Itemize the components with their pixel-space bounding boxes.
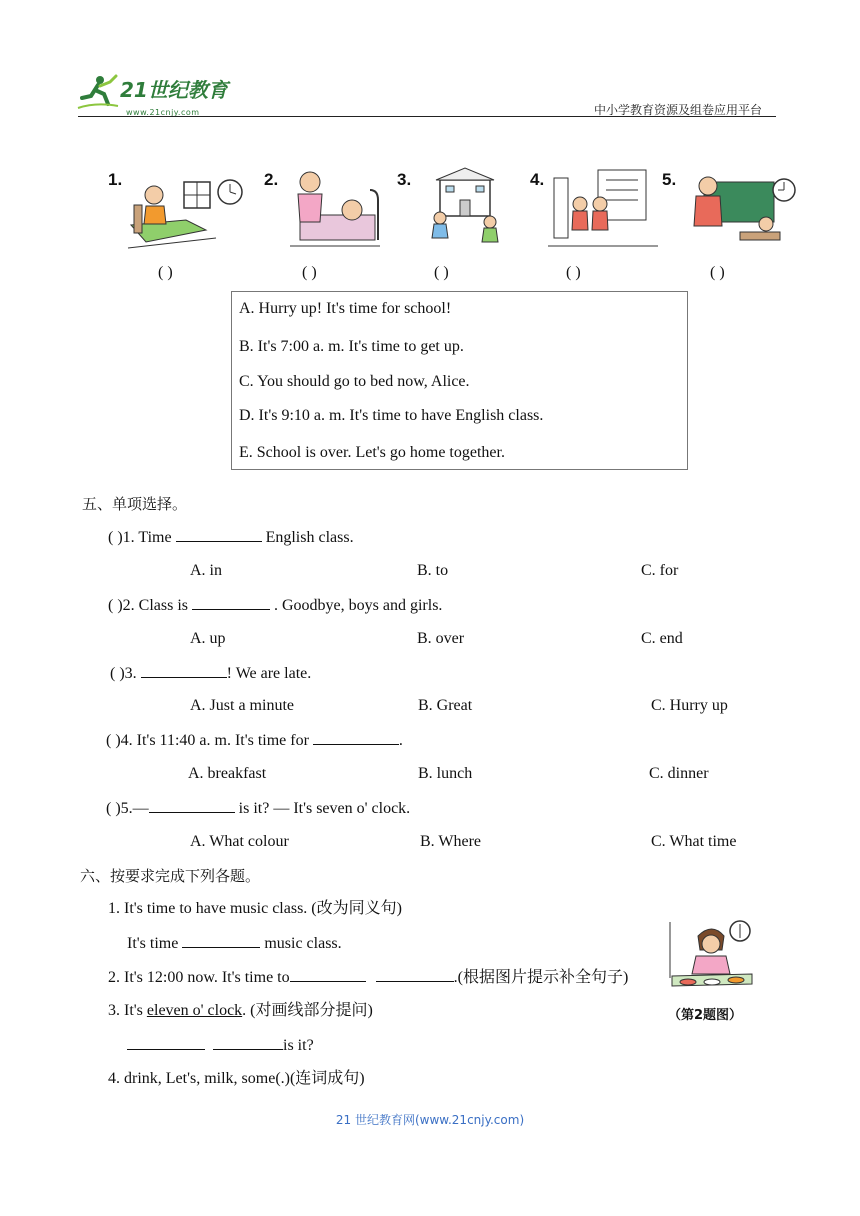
task-3-hint: . (对画线部分提问) [242,1002,373,1019]
runner-logo-icon [76,74,120,112]
question-2-stem: ( )2. Class is [108,597,192,614]
q3-choice-b[interactable]: B. Great [418,697,473,714]
answer-blank-5[interactable]: ( ) [710,264,725,281]
english-class-illustration [680,160,798,250]
task-1-answer-start: It's time [127,935,183,952]
task-3-blank-2[interactable] [213,1035,283,1050]
task-2 [108,967,628,988]
section6-title: 六、按要求完成下列各题。 [80,867,261,885]
picture-number-1: 1. [108,170,123,189]
option-d: D. It's 9:10 a. m. It's time to have English class. [239,407,544,424]
q1-choice-a[interactable]: A. in [190,562,222,579]
task-3 [108,1001,373,1021]
answer-blank-4[interactable]: ( ) [566,264,581,281]
logo-url: www.21cnjy.com [126,108,200,117]
option-e: E. School is over. Let's go home together. [239,444,505,461]
picture-number-2: 2. [264,170,279,189]
task-2-stem: 2. It's 12:00 now. It's time to [108,969,290,986]
question-1-blank[interactable] [176,527,262,542]
q1-choice-b[interactable]: B. to [417,562,449,579]
question-4-blank[interactable] [313,730,399,745]
task-3-answer-end: is it? [283,1037,314,1054]
q3-choice-c[interactable]: C. Hurry up [651,697,728,714]
option-b: B. It's 7:00 a. m. It's time to get up. [239,338,464,355]
question-3-blank[interactable] [141,663,227,678]
question-1-stem: ( )1. Time [108,529,176,546]
question-3-stem: ( )3. [110,665,141,682]
task-3-blank-1[interactable] [127,1035,205,1050]
q2-choice-c[interactable]: C. end [641,630,683,647]
going-to-school-illustration [410,160,528,250]
task-1-blank[interactable] [182,933,260,948]
question-1-tail: English class. [261,529,354,546]
figure-caption: （第2题图） [668,1008,743,1023]
question-3 [110,663,311,684]
question-2-blank[interactable] [192,595,270,610]
task-1-answer [127,933,342,954]
bedtime-illustration [280,160,398,250]
question-2-tail: . Goodbye, boys and girls. [270,597,443,614]
getting-up-illustration [126,160,244,250]
question-4-tail: . [398,732,403,749]
task-3-answer [127,1035,314,1056]
task-1: 1. It's time to have music class. (改为同义句) [108,900,402,917]
logo [76,74,120,112]
lunch-illustration [666,918,756,1004]
q2-choice-b[interactable]: B. over [417,630,465,647]
q4-choice-a[interactable]: A. breakfast [188,765,267,782]
question-3-tail: ! We are late. [226,665,312,682]
task-2-hint: .(根据图片提示补全句子) [453,969,629,986]
question-2 [108,595,442,616]
question-4-stem: ( )4. It's 11:40 a. m. It's time for [106,732,313,749]
q4-choice-c[interactable]: C. dinner [649,765,709,782]
question-1 [108,527,354,548]
logo-text: 21世纪教育 [120,78,228,102]
answer-blank-3[interactable]: ( ) [434,264,449,281]
platform-label: 中小学教育资源及组卷应用平台 [594,103,763,117]
task-4: 4. drink, Let's, milk, some(.)(连词成句) [108,1070,365,1087]
header-divider [78,116,776,117]
task-3-stem: 3. It's [108,1002,147,1019]
option-a: A. Hurry up! It's time for school! [239,300,452,317]
option-c: C. You should go to bed now, Alice. [239,373,470,390]
answer-blank-1[interactable]: ( ) [158,264,173,281]
q1-choice-c[interactable]: C. for [641,562,679,579]
question-5-stem: ( )5.— [106,800,149,817]
answer-blank-2[interactable]: ( ) [302,264,317,281]
picture-number-4: 4. [530,170,545,189]
task-1-answer-end: music class. [260,935,342,952]
q3-choice-a[interactable]: A. Just a minute [190,697,294,714]
q4-choice-b[interactable]: B. lunch [418,765,473,782]
picture-number-5: 5. [662,170,677,189]
question-5-blank[interactable] [149,798,235,813]
task-2-blank-1[interactable] [290,967,366,982]
task-3-underlined: eleven o' clock [146,1002,243,1019]
q2-choice-a[interactable]: A. up [190,630,226,647]
task-2-blank-2[interactable] [376,967,454,982]
section5-title: 五、单项选择。 [82,495,188,513]
question-5 [106,798,410,819]
question-4 [106,730,403,751]
q5-choice-b[interactable]: B. Where [420,833,482,850]
question-5-tail: is it? — It's seven o' clock. [234,800,411,817]
footer: 21 世纪教育网(www.21cnjy.com) [335,1113,525,1127]
picture-number-3: 3. [397,170,412,189]
q5-choice-c[interactable]: C. What time [651,833,737,850]
q5-choice-a[interactable]: A. What colour [190,833,289,850]
going-home-illustration [548,160,666,250]
